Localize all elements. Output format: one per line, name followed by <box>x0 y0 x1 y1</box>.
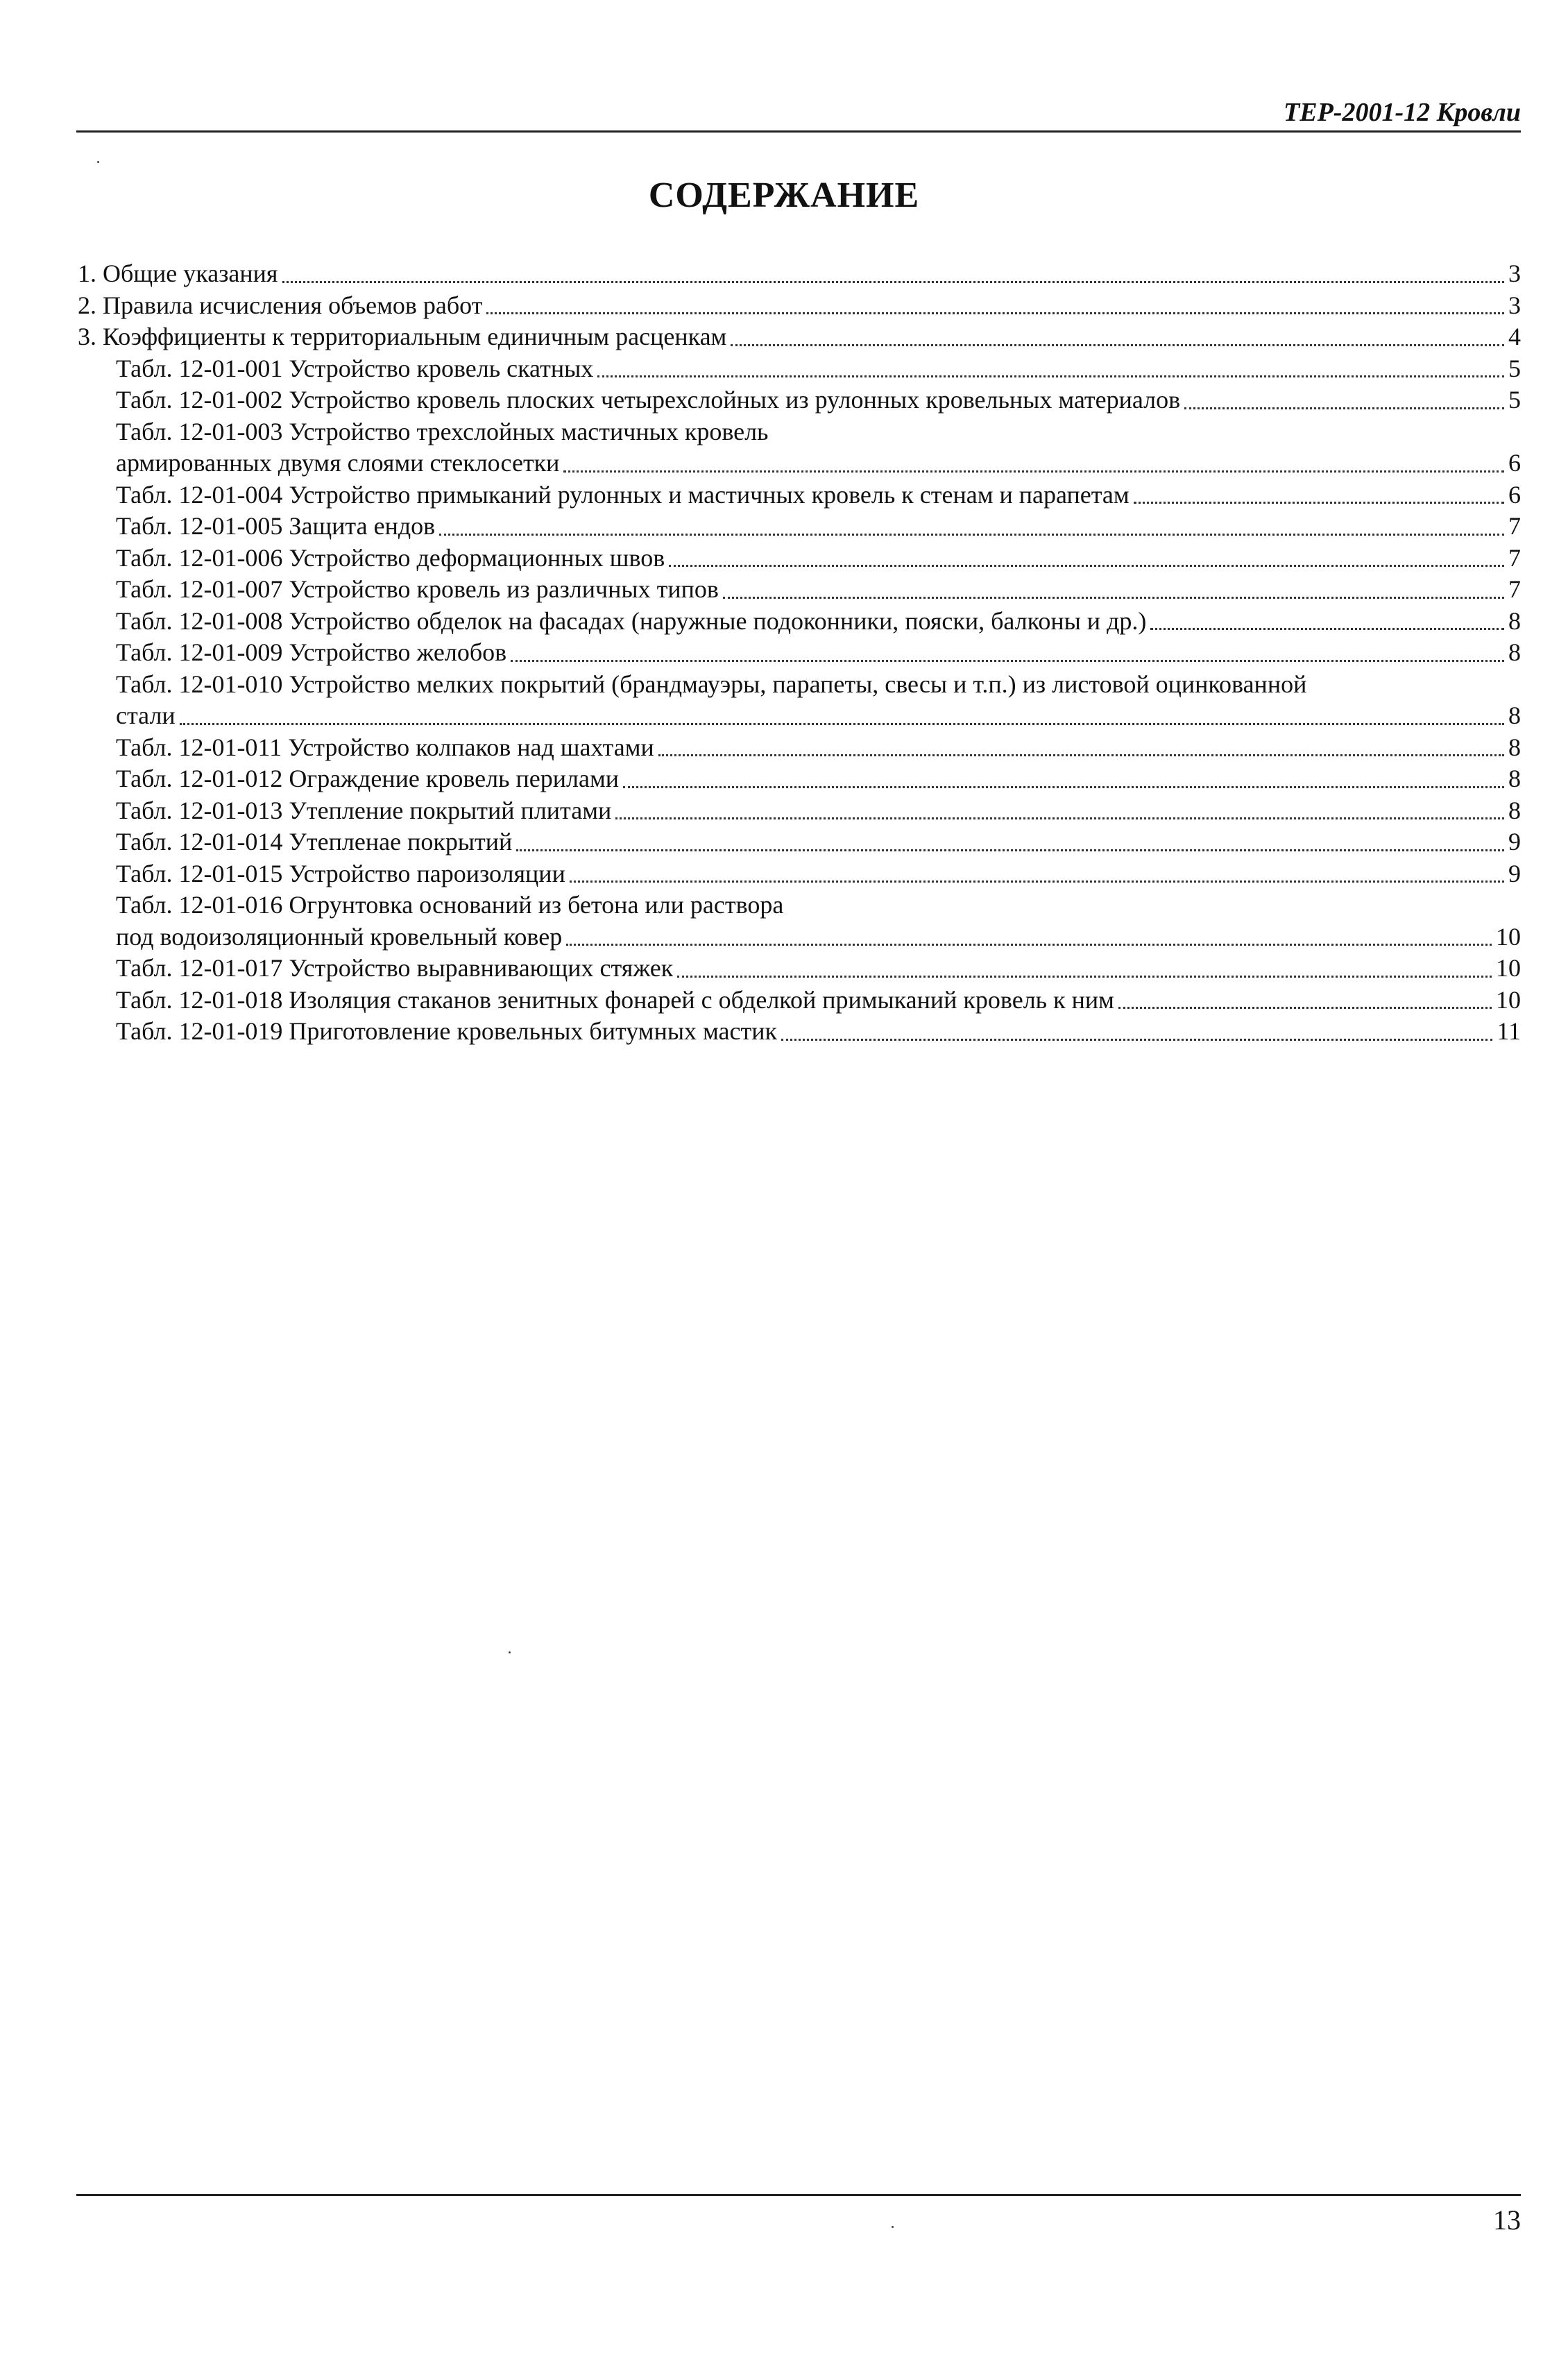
toc-entry[interactable]: под водоизоляционный кровельный ковер 10 <box>78 921 1521 953</box>
toc-page: 7 <box>1508 543 1521 572</box>
leader-dots <box>282 281 1505 283</box>
leader-dots <box>439 534 1504 536</box>
toc-page: 8 <box>1508 606 1521 635</box>
toc-page: 5 <box>1508 354 1521 382</box>
footer-rule <box>76 2194 1521 2196</box>
leader-dots <box>511 660 1504 662</box>
toc-page: 5 <box>1508 386 1521 414</box>
toc-entry[interactable]: Табл. 12-01-002 Устройство кровель плоских четырехслойных из рулонных кровельных материалов 5 <box>78 384 1521 416</box>
leader-dots <box>677 976 1492 978</box>
leader-dots <box>615 817 1504 819</box>
toc-page: 7 <box>1508 575 1521 603</box>
toc-entry[interactable]: Табл. 12-01-004 Устройство примыканий рулонных и мастичных кровель к стенам и парапетам 6 <box>78 479 1521 511</box>
toc-entry[interactable]: Табл. 12-01-019 Приготовление кровельных битумных мастик 11 <box>78 1016 1521 1048</box>
toc-entry[interactable]: Табл. 12-01-011 Устройство колпаков над шахтами 8 <box>78 732 1521 764</box>
toc-entry-line[interactable]: Табл. 12-01-003 Устройство трехслойных мастичных кровель <box>116 417 769 445</box>
toc-entry[interactable]: армированных двумя слоями стеклосетки 6 <box>78 448 1521 479</box>
toc-page: 9 <box>1508 859 1521 887</box>
toc-page: 8 <box>1508 638 1521 666</box>
toc-entry[interactable]: 3. Коэффициенты к территориальным единичным расценкам 4 <box>78 321 1521 353</box>
toc-page: 4 <box>1508 323 1521 350</box>
page-number: 13 <box>1493 2204 1521 2236</box>
leader-dots <box>1118 1007 1492 1009</box>
leader-dots <box>566 944 1492 946</box>
toc-page: 6 <box>1508 449 1521 477</box>
toc-page: 11 <box>1497 1017 1521 1045</box>
toc-entry[interactable]: Табл. 12-01-007 Устройство кровель из различных типов 7 <box>78 574 1521 606</box>
leader-dots <box>723 597 1504 599</box>
toc-page: 10 <box>1496 985 1521 1014</box>
leader-dots <box>781 1039 1492 1041</box>
toc-page: 8 <box>1508 701 1521 729</box>
toc-entry[interactable]: Табл. 12-01-013 Утепление покрытий плитами 8 <box>78 795 1521 827</box>
table-of-contents <box>78 258 1521 1048</box>
toc-page: 3 <box>1508 260 1521 287</box>
leader-dots <box>597 375 1504 377</box>
leader-dots <box>1184 407 1504 409</box>
toc-page: 7 <box>1508 512 1521 540</box>
leader-dots <box>486 312 1504 314</box>
toc-entry[interactable]: Табл. 12-01-018 Изоляция стаканов зенитных фонарей с обделкой примыканий кровель к ним 10 <box>78 985 1521 1017</box>
running-header: ТЕР-2001-12 Кровли <box>1284 98 1521 127</box>
toc-page: 9 <box>1508 828 1521 856</box>
toc-page: 8 <box>1508 765 1521 792</box>
leader-dots <box>623 786 1504 788</box>
toc-entry[interactable]: Табл. 12-01-012 Ограждение кровель перилами 8 <box>78 763 1521 795</box>
toc-page: 8 <box>1508 796 1521 824</box>
toc-page: 8 <box>1508 733 1521 761</box>
leader-dots <box>658 754 1504 756</box>
page-title: СОДЕРЖАНИЕ <box>648 176 920 215</box>
leader-dots <box>180 723 1504 725</box>
toc-entry[interactable]: Табл. 12-01-008 Устройство обделок на фасадах (наружные подоконники, пояски, балконы и др.) 8 <box>78 606 1521 638</box>
leader-dots <box>570 881 1504 883</box>
toc-entry[interactable]: Табл. 12-01-009 Устройство желобов 8 <box>78 637 1521 669</box>
toc-page: 10 <box>1496 922 1521 951</box>
leader-dots <box>563 470 1504 473</box>
toc-entry-line[interactable]: Табл. 12-01-010 Устройство мелких покрытий (брандмауэры, парапеты, свесы и т.п.) из листовой оцинкованной <box>116 670 1307 698</box>
header-rule <box>76 130 1521 133</box>
toc-entry[interactable]: 2. Правила исчисления объемов работ 3 <box>78 290 1521 322</box>
toc-entry[interactable]: Табл. 12-01-014 Утепленае покрытий 9 <box>78 826 1521 858</box>
scan-speck <box>97 161 99 163</box>
toc-page: 10 <box>1496 954 1521 982</box>
leader-dots <box>516 849 1504 851</box>
scan-speck <box>509 1651 511 1653</box>
scan-speck <box>892 2226 894 2228</box>
leader-dots <box>1134 502 1504 504</box>
leader-dots <box>1150 628 1504 630</box>
toc-entry-line[interactable]: Табл. 12-01-016 Огрунтовка оснований из бетона или раствора <box>116 891 784 919</box>
toc-page: 3 <box>1508 291 1521 319</box>
toc-entry[interactable]: Табл. 12-01-017 Устройство выравнивающих стяжек 10 <box>78 953 1521 985</box>
toc-entry[interactable]: Табл. 12-01-006 Устройство деформационных швов 7 <box>78 543 1521 575</box>
toc-page: 6 <box>1508 480 1521 509</box>
toc-entry[interactable]: Табл. 12-01-001 Устройство кровель скатных 5 <box>78 353 1521 385</box>
toc-entry[interactable]: Табл. 12-01-005 Защита ендов 7 <box>78 511 1521 543</box>
toc-entry[interactable]: Табл. 12-01-015 Устройство пароизоляции 9 <box>78 858 1521 890</box>
toc-entry[interactable]: 1. Общие указания 3 <box>78 258 1521 290</box>
toc-entry[interactable]: стали 8 <box>78 700 1521 732</box>
leader-dots <box>669 565 1504 567</box>
leader-dots <box>731 344 1504 346</box>
